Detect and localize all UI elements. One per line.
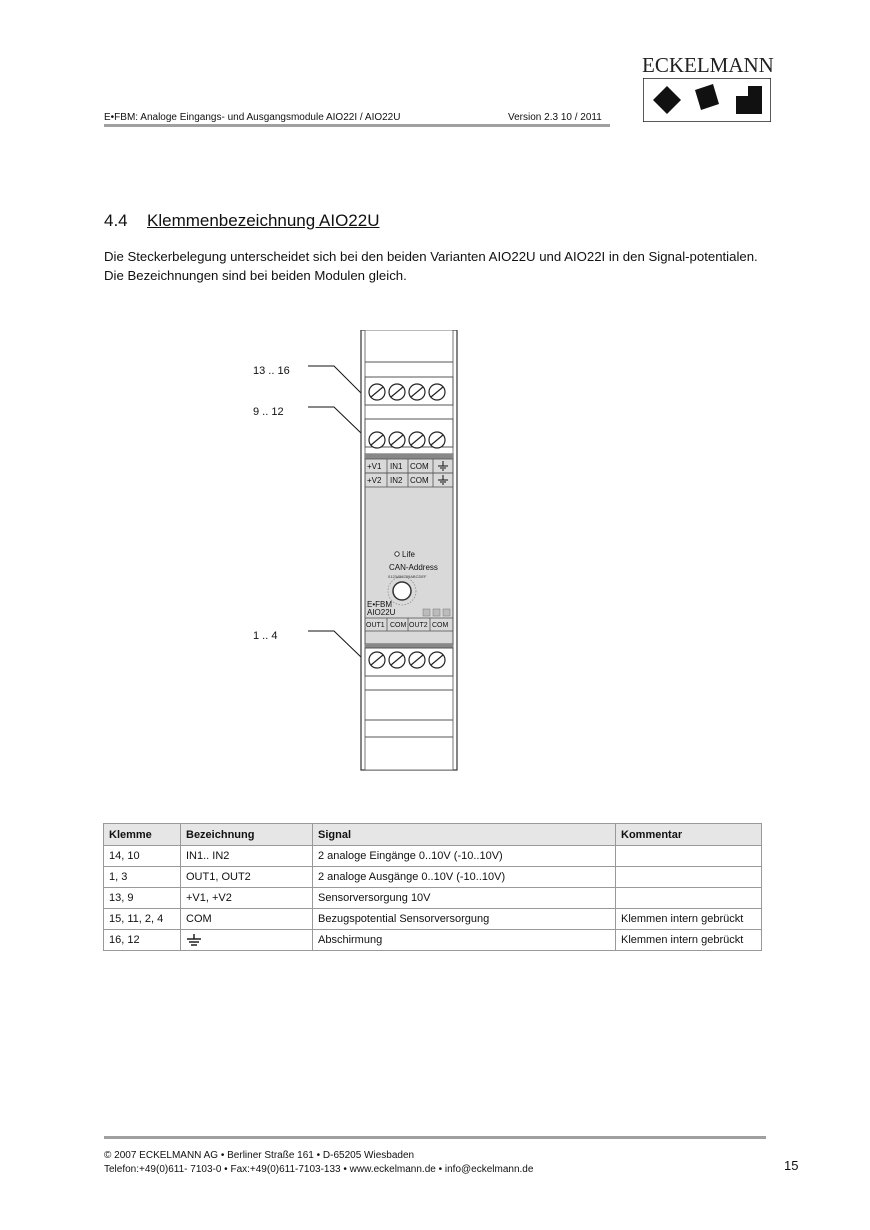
- callout-9-12: 9 .. 12: [253, 406, 284, 418]
- label-v2: +V2: [367, 476, 382, 485]
- table-header-row: [104, 824, 762, 846]
- cell: Sensorversorgung 10V: [313, 888, 616, 909]
- cell: IN1.. IN2: [181, 846, 313, 867]
- section-title: Klemmenbezeichnung AIO22U: [147, 211, 380, 230]
- cell: [616, 888, 762, 909]
- header-version: Version 2.3 10 / 2011: [508, 112, 602, 123]
- cell: [616, 867, 762, 888]
- cell: Klemmen intern gebrückt: [616, 930, 762, 951]
- cell: 14, 10: [104, 846, 181, 867]
- cell-ground: [181, 930, 313, 951]
- module-diagram: [250, 330, 470, 775]
- label-out1: OUT1: [366, 622, 385, 629]
- footer-line-2: Telefon:+49(0)611- 7103-0 • Fax:+49(0)611-7103-133 • www.eckelmann.de • info@eckelmann.de: [104, 1164, 534, 1175]
- col-klemme: Klemme: [104, 824, 181, 846]
- cell: [616, 846, 762, 867]
- section-number: 4.4: [104, 211, 128, 230]
- label-out2: OUT2: [409, 622, 428, 629]
- table-row: [104, 846, 762, 867]
- life-label: Life: [402, 550, 415, 559]
- col-bezeichnung: Bezeichnung: [181, 824, 313, 846]
- label-in2: IN2: [390, 476, 403, 485]
- cell: OUT1, OUT2: [181, 867, 313, 888]
- table-row: [104, 909, 762, 930]
- module-name-aio22u: AIO22U: [367, 608, 396, 617]
- label-com-2: COM: [410, 476, 429, 485]
- cell: +V1, +V2: [181, 888, 313, 909]
- header-rule: [104, 124, 610, 127]
- page-number: 15: [784, 1158, 799, 1173]
- cell: 16, 12: [104, 930, 181, 951]
- cell: 2 analoge Ausgänge 0..10V (-10..10V): [313, 867, 616, 888]
- footer-line-1: © 2007 ECKELMANN AG • Berliner Straße 161 • D-65205 Wiesbaden: [104, 1150, 415, 1161]
- callout-1-4: 1 .. 4: [253, 630, 278, 642]
- rotary-digits: 0123456789ABCDEF: [388, 574, 427, 579]
- cell: Abschirmung: [313, 930, 616, 951]
- label-com-1: COM: [410, 462, 429, 471]
- cell: Klemmen intern gebrückt: [616, 909, 762, 930]
- cell: 1, 3: [104, 867, 181, 888]
- footer-rule: [104, 1136, 766, 1139]
- cell: Bezugspotential Sensorversorgung: [313, 909, 616, 930]
- cell: COM: [181, 909, 313, 930]
- table-row: [104, 930, 762, 951]
- eckelmann-logo: [643, 78, 771, 122]
- label-com-4: COM: [432, 622, 449, 629]
- module-name-efbm: E•FBM: [367, 600, 393, 609]
- header-doc-title: E•FBM: Analoge Eingangs- und Ausgangsmodule AIO22I / AIO22U: [104, 112, 401, 123]
- life-led-icon: [395, 552, 399, 556]
- cell: 15, 11, 2, 4: [104, 909, 181, 930]
- callout-13-16: 13 .. 16: [253, 365, 290, 377]
- can-address-label: CAN-Address: [389, 563, 438, 572]
- logo-text: ECKELMANN: [642, 53, 774, 77]
- cell: 13, 9: [104, 888, 181, 909]
- label-v1: +V1: [367, 462, 382, 471]
- cell: 2 analoge Eingänge 0..10V (-10..10V): [313, 846, 616, 867]
- table-row: [104, 867, 762, 888]
- col-kommentar: Kommentar: [616, 824, 762, 846]
- terminal-table: [103, 823, 762, 951]
- intro-paragraph: Die Steckerbelegung unterscheidet sich bei den beiden Varianten AIO22U und AIO22I in den Signal-potentialen. Die Bezeichnungen sind bei beiden Modulen gleich.: [104, 249, 758, 283]
- ground-symbol-icon: [186, 933, 202, 947]
- label-com-3: COM: [390, 622, 407, 629]
- rotary-switch-icon: [393, 582, 411, 600]
- table-row: [104, 888, 762, 909]
- col-signal: Signal: [313, 824, 616, 846]
- label-in1: IN1: [390, 462, 403, 471]
